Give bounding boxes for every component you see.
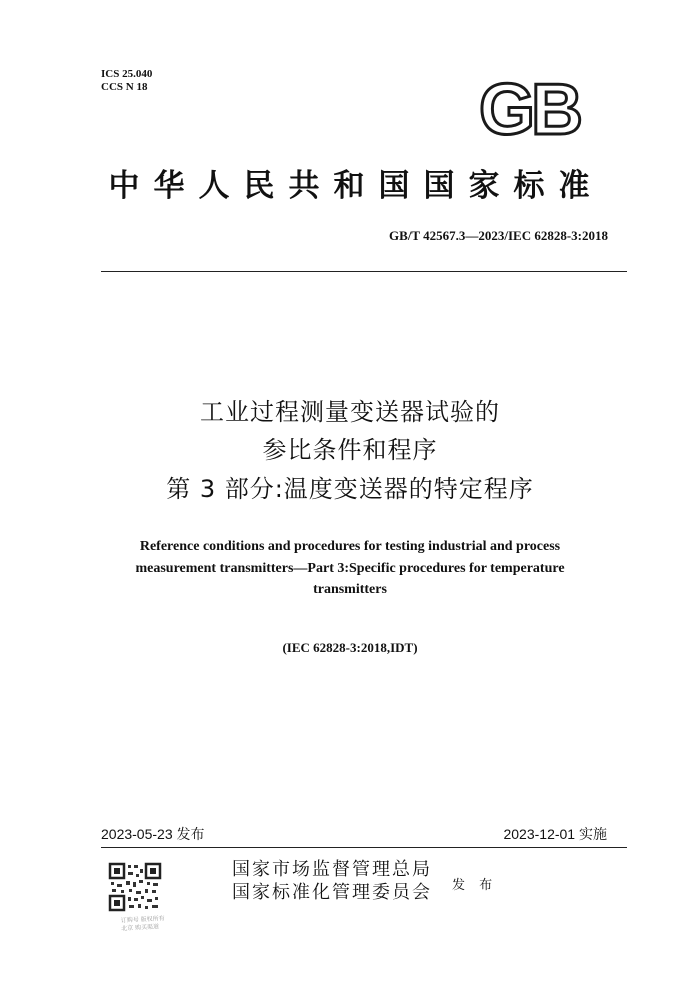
title-en-line-2: measurement transmitters—Part 3:Specific procedures for temperature xyxy=(135,561,565,576)
ics-code: ICS 25.040 xyxy=(101,68,153,80)
stamp-line-2: 北京 购买渠道 xyxy=(121,923,160,933)
classification-codes xyxy=(101,68,152,94)
issuer-sac: 国家标准化管理委员会 xyxy=(232,882,432,903)
gb-logo xyxy=(466,78,592,140)
implementation-date: 2023-12-01 实施 xyxy=(503,826,607,842)
ccs-code: CCS N 18 xyxy=(101,81,148,93)
standard-number: GB/T 42567.3—2023/IEC 62828-3:2018 xyxy=(389,228,608,243)
equivalence-statement: (IEC 62828-3:2018,IDT) xyxy=(282,640,418,655)
title-en-line-3: transmitters xyxy=(313,582,387,597)
title-zh-line-1: 工业过程测量变送器试验的 xyxy=(200,398,500,426)
qr-code-icon[interactable] xyxy=(107,861,163,913)
title-zh-line-2: 参比条件和程序 xyxy=(262,436,438,464)
title-zh-line-3: 第 3 部分:温度变送器的特定程序 xyxy=(166,475,534,503)
release-date: 2023-05-23 发布 xyxy=(101,826,205,842)
issuer-samr: 国家市场监督管理总局 xyxy=(232,859,432,880)
stamp-line-1: 订购号 版权所有 xyxy=(120,915,165,925)
purchase-stamp xyxy=(121,915,174,934)
header-divider xyxy=(101,271,627,272)
publish-label: 发 布 xyxy=(452,878,498,893)
gb-logo-text: GB xyxy=(479,78,579,140)
issuing-authorities xyxy=(232,858,432,904)
footer-divider xyxy=(101,847,627,848)
standard-category-title: 中华人民共和国国家标准 xyxy=(108,168,604,204)
title-en-line-1: Reference conditions and procedures for testing industrial and process xyxy=(139,539,561,554)
